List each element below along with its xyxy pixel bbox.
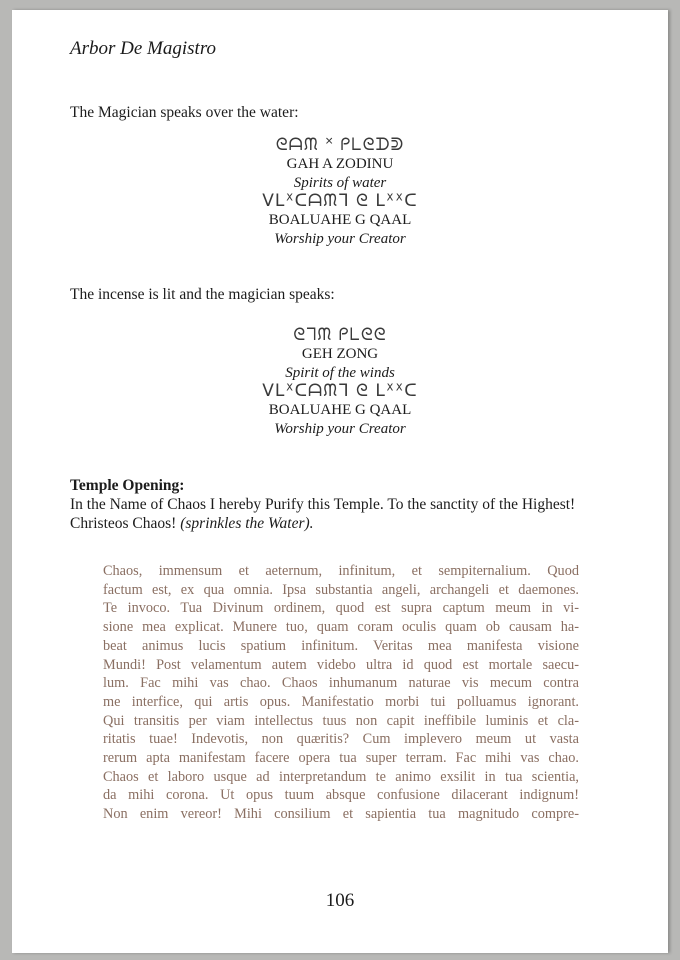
enochian-script-line: ᐯᒪᕽᑕᗩᙏᒣ ᘓ ᒪᕽᕽᑕ <box>262 381 418 401</box>
section1-intro: The Magician speaks over the water: <box>70 104 299 121</box>
temple-opening-line2 <box>70 514 610 533</box>
water-invocation <box>12 136 668 248</box>
latin-line: ritatis tuae! Indevotis, non quæritis? Cum implevero meum ut vasta <box>103 731 579 748</box>
latin-line: da mihi corona. Ut opus tuum absque confusione dilacerant indignum! <box>103 787 579 804</box>
latin-line: Chaos, immensum et aeternum, infinitum, et sempiternalium. Quod <box>103 563 579 579</box>
running-header: Arbor De Magistro <box>70 38 217 59</box>
english-translation: Spirits of water <box>293 174 387 191</box>
temple-opening <box>70 476 610 533</box>
enochian-transliteration: GEH ZONG <box>301 346 379 362</box>
latin-line: Mundi! Post velamentum autem videbo ultra id quod est mortale saecu- <box>103 656 579 673</box>
latin-line: rerum apta manifestam facere opera tua super terram. Fac mihi vas chao. <box>103 750 579 767</box>
english-translation: Worship your Creator <box>274 420 406 437</box>
english-translation: Worship your Creator <box>274 230 406 247</box>
winds-invocation <box>12 326 668 438</box>
enochian-transliteration: GAH A ZODINU <box>286 156 394 172</box>
latin-line: lum. Fac mihi vas chao. Chaos inhumanum naturae vis mecum contra <box>103 675 579 692</box>
temple-opening-heading: Temple Opening: <box>70 477 185 494</box>
section2-intro: The incense is lit and the magician speaks: <box>70 286 335 303</box>
latin-line: beat animus lucis spatium infinitum. Veritas mea manifesta visione <box>103 637 579 654</box>
enochian-script-line: ᘓᗩᙏ ᕽ ᑭᒪᘓᗪᕲ <box>275 135 405 155</box>
enochian-transliteration: BOALUAHE G QAAL <box>268 402 412 418</box>
temple-opening-body: In the Name of Chaos I hereby Purify this Temple. To the sanctity of the Highest! <box>70 496 576 513</box>
latin-line: me interfice, qui artis opus. Manifestatio morbi tui polluamus ignorant. <box>103 693 579 710</box>
latin-invocation <box>103 562 579 824</box>
latin-line: Te invoco. Tua Divinum ordinem, quod est supra captum meum in vi- <box>103 600 579 617</box>
enochian-transliteration: BOALUAHE G QAAL <box>268 212 412 228</box>
exclamation: Christeos Chaos! <box>70 515 177 532</box>
enochian-script-line: ᘓᒣᙏ ᑭᒪᘓᘓ <box>293 325 387 345</box>
latin-line: Qui transitis per viam intellectus tuus non capit ineffibile luminis et cla- <box>103 712 579 729</box>
english-translation: Spirit of the winds <box>285 364 395 381</box>
latin-line: Non enim vereor! Mihi consilium et sapientia tua magnitudo compre- <box>103 806 579 823</box>
enochian-script-line: ᐯᒪᕽᑕᗩᙏᒣ ᘓ ᒪᕽᕽᑕ <box>262 191 418 211</box>
latin-line: Chaos et laboro usque ad interpretandum te animo exsilit in tua scientia, <box>103 768 579 785</box>
latin-line: factum est, ex qua omnia. Ipsa substantia angeli, archangeli et daemones. <box>103 581 579 598</box>
stage-direction: (sprinkles the Water). <box>180 515 314 532</box>
page-number: 106 <box>325 890 355 911</box>
book-page <box>12 10 668 953</box>
latin-line: sione mea explicat. Munere tuo, quam coram oculis quam ob causam ha- <box>103 619 579 636</box>
